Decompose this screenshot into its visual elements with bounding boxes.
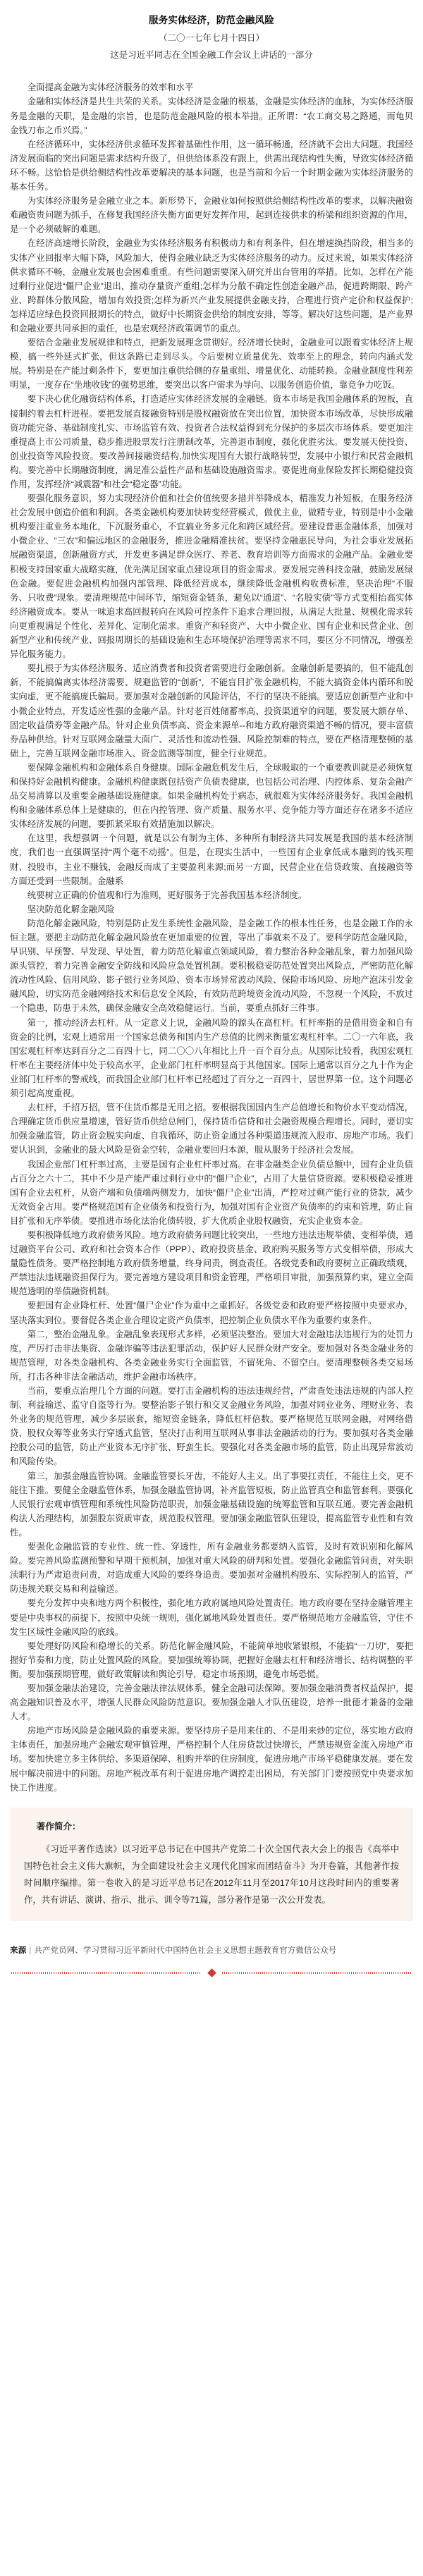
spacer [0, 63, 423, 70]
book-intro-box [10, 1808, 413, 1922]
paragraph: 第三，加强金融监管协调。金融监管要长牙齿，不能好人主义。出了事要扛责任，不能往上交，更不能往下推。要健全金融监管体系，加强金融监管协调，补齐监管短板，防止监管真空和监管套利。要强化人民银行宏观审慎管理和系统性风险防范职责，加强金融基础设施的统筹监管和互联互通。要完善金融机构法人治理结构，加强股东资质审查，规范股权管理。要加强金融监管队伍建设，提高监管专业性和有效性。 [10, 1471, 413, 1538]
section-heading-1: 全面提高金融为实体经济服务的效率和水平 [27, 82, 194, 93]
paragraph: 当前，要重点治理几个方面的问题。要打击金融机构的违法违规经营，严肃查处违法违规的内部人控制、利益输送、监守自盗等行为。要整治影子银行和交叉金融业务风险，加强对同业业务、理财业务、表外业务的规范管理，减少多层嵌套，缩短资金链条，降低杠杆倍数。要严格规范互联网金融，对网络借贷、股权众筹等业务实行穿透式监管，坚决打击利用互联网从事非法金融活动的行为。要加强对各类金融控股公司的监管，防止产业资本无序扩张、野蛮生长。要强化对各类金融市场的监管，防止出现异常波动和风险传染。 [10, 1386, 413, 1467]
paragraph: 第一，推动经济去杠杆。从一定意义上说，金融风险的源头在高杠杆。杠杆率指的是借用资金和自有资金的比例，宏观上通常用一个国家总债务和国内生产总值的比例来衡量宏观杠杆率。二〇一六年底，我国宏观杠杆率达到百分之二百四十七，同二〇〇八年相比上升一百个百分点。从国际比较看，我国宏观杠杆率在主要经济体中处于较高水平，企业部门杠杆率明显高于其他国家。国际上通常以百分之九十作为企业部门杠杆率的警戒线，而我国企业部门杠杆率已经超过了百分之一百四十，居世界第一位。这个问题必须引起高度重视。 [10, 1017, 413, 1099]
paragraph: 要扎根于为实体经济服务、适应消费者和投资者需要进行金融创新。金融创新是要搞的，但不能乱创新，不能搞偏离实体经济需要、规避监管的“创新”，不能盲目扩张金融机构，不能大搞资金体内循环和脱实向虚，更不能搞庞氏骗局。要加强对金融创新的风险评估，不行的坚决不能搞。要适应创新型产业和中小微企业特点，开发适应性强的金融产品。针对老百姓储蓄率高、投资渠道窄的问题，要发展大额存单、固定收益债券等金融产品。针对企业负债率高、资金来源单--和地方政府融资渠道不畅的情况，要丰富债券品种供给。针对互联网金融量大面广、灵活性和流动性强、风险控制难的特点，要在严格清理整顿的基础上，完善互联网金融市场准入、资金监测等制度，健全行业规范。 [10, 663, 413, 759]
paragraph: 为实体经济服务是金融立业之本。新形势下，金融业如何按照供给侧结构性改革的要求，以解决融资难融资贵问题为抓手，在修复我国经济失衡方面更好发挥作用，起到连接供求的桥梁和组织资源的作用，是一个必须破解的难题。 [10, 196, 413, 235]
paragraph: 要下决心优化融资结构体系，打造适应实体经济发展的金融链。资本市场是我国金融体系的短板，直接制约着去杠杆进程。要把发展直接融资特别是股权融资放在突出位置，加快资本市场改革，尽快形成融资功能完备、基础制度扎实、市场监管有效、投资者合法权益得到充分保护的多层次市场体系。要更加注重提高上市公司质量，稳步推进股票发行注册制改革，完善退市制度，强化优胜劣汰。要发展天使投资、创业投资等风险投资。要改善间接融资结构,加快实现国有大银行战略转型，发展中小银行和民营金融机构。要完善中长期融资制度，满足准公益性产品和基础设施融资需求。要促进商业保险发挥长期稳健投资作用，发挥经济“减震器”和社会“稳定器”功能。 [10, 394, 413, 490]
article-source-note: 这是习近平同志在全国金融工作会议上讲话的一部分 [110, 50, 313, 61]
paragraph: 要保障金融机构和金融体系自身健康。国际金融危机发生后，全球吸取的一个重要教训就是必须恢复和保持好金融机构健康。金融机构健康既包括资产负债表健康，也包括公司治理、内控体系、复杂金融产品交易清算以及重要金融基础设施健康。如果金融机构处于病态，就很难为实体经济服务好。我国金融机构和金融体系总体上是健康的，但在内控管理、资产质量、服务水平、竞争能力等方面还存在诸多不适应实体经济发展的问题，要抓紧采取有效措施加以解决。 [10, 762, 413, 830]
paragraph: 我国企业部门杠杆率过高，主要是国有企业杠杆率过高。在非金融类企业负债总额中，国有企业负债占百分之六十二，其中不少是产能严重过剩行业中的“僵尸企业”，占用了大量信贷资源。要积极稳妥推进国有企业去杠杆，从资产端和负债端两侧发力，加快“僵尸企业”出清，严控对过剩产能行业的贷款，减少无效资金占用。要严格规范国有企业债务和投资行为，加强对国有企业资产负债率的约束和管理，防止盲目扩张和无序举债。要推进市场化法治化债转股，扩大优质企业股权融资，充实企业资本金。 [10, 1159, 413, 1226]
paragraph: 要积极降低地方政府债务风险。地方政府债务问题比较突出，一些地方违法违规举债、变相举债，通过融资平台公司、政府和社会资本合作（PPP）、政府投资基金、政府购买服务等方式变相举债，形成大量隐性债务。要严格控制地方政府债务增量，终身问责，倒查责任。各级党委和政府要树立正确政绩观，严禁违法违规融资担保行为。要完善地方建设项目和资金管理，严格项目审批，加强预算约束，建立全面规范透明的举债融资机制。 [10, 1229, 413, 1297]
dotted-line-left-icon [11, 1972, 202, 1974]
paragraph: 要处理好防风险和稳增长的关系。防范化解金融风险，不能简单地收紧银根，不能搞“一刀切”，要把握好节奏和力度，防止处置风险的风险。要加强统筹协调，把握好金融去杠杆和经济增长、结构调整的平衡。要加强预期管理，做好政策解读和舆论引导，稳定市场预期，避免市场恐慌。 [10, 1640, 413, 1679]
paragraph: 防范化解金融风险，特别是防止发生系统性金融风险，是金融工作的根本性任务，也是金融工作的永恒主题。要把主动防范化解金融风险放在更加重要的位置，等出了事就来不及了。要科学防范金融风险，早识别、早预警、早发现、早处置，着力防范化解重点领域风险，着力整治各种金融乱象，着力加强风险源头管控，着力完善金融安全防线和风险应急处置机制。要积极稳妥防范处置突出风险点，严密防范化解流动性风险、信用风险、影子银行业务风险、资本市场异常波动风险、保险市场风险、房地产泡沫引发金融风险，切实防范金融网络技术和信息安全风险，有效防范跨境资金流动风险，不忽视一个风险，不放过一个隐患，防患于未然，确保金融安全高效稳健运行。当前，要重点抓好三件事。 [10, 918, 413, 1014]
decorative-divider [10, 1968, 413, 1977]
paragraph: 第二，整治金融乱象。金融乱象表现形式多样，必须坚决整治。要加大对金融违法违规行为的处罚力度，严厉打击非法集资、金融诈骗等违法犯罪活动，保护好人民群众财产安全。要加强对各类金融业务的规范管理，对各类金融机构、各类金融业务实行全面监管，不留死角、不留空白。要清理整顿各类交易场所，打击各种非法金融活动，维护金融市场秩序。 [10, 1329, 413, 1382]
article-footer [10, 1942, 413, 1977]
spacer [0, 1977, 423, 1990]
source-text: 共产党员网、学习贯彻习近平新时代中国特色社会主义思想主题教育官方微信公众号 [34, 1946, 337, 1956]
source-line [10, 1944, 413, 1958]
section-heading-2: 坚决防范化解金融风险 [27, 904, 115, 914]
page-title: 服务实体经济，防范金融风险 [148, 15, 275, 25]
paragraph: 要加强金融法治建设，完善金融法律法规体系，健全金融司法保障。要加强金融消费者权益保护，提高金融知识普及水平，增强人民群众风险防范意识。要加强金融人才队伍建设，培养一批德才兼备的金融人才。 [10, 1683, 413, 1722]
dotted-line-right-icon [222, 1972, 412, 1974]
paragraph: 要强化金融监管的专业性、统一性、穿透性，所有金融业务都要纳入监管，及时有效识别和化解风险。要完善风险监测预警和早期干预机制，加强对重大风险的研判和处置。要强化金融监管问责，对失职渎职行为严肃追责问责，对造成重大风险的要终身追责。要加强对金融机构股东、实际控制人的监管，严防违规关联交易和利益输送。 [10, 1542, 413, 1595]
paragraph: 在这里，我想强调一个问题，就是以公有制为主体、多种所有制经济共同发展是我国的基本经济制度，我们也一直强调坚持“两个毫不动摇”。但是，在现实生活中，一些国有企业拿低成本融到的钱买理财、投股市，主业不赚钱，金融反而成了主要盈利来源;而另一方面，民营企业在信贷政策、直接融资等方面还受到一些限制。金融系 [10, 833, 413, 886]
source-separator: | [29, 1946, 32, 1956]
article-header [0, 0, 423, 63]
paragraph: 要把国有企业降杠杆、处置“僵尸企业”作为重中之重抓好。各级党委和政府要严格按照中央要求办，坚决落实到位。要督促各类企业合理设定资产负债率，把控制企业负债水平作为重要约束条件。 [10, 1301, 413, 1325]
diamond-icon [207, 1968, 216, 1977]
paragraph: 在经济高速增长阶段，金融业为实体经济服务有积极动力和有利条件，但在增速换挡阶段，相当多的实体产业回报率大幅下降，风险加大，使得金融业缺乏为实体经济服务的动力。反过来说，如果实体经济供求循环不畅，金融业发展也会困难重重。有些问题需要深入研究并出台管用的举措。比如，怎样在产能过剩行业促进“僵尸企业”退出，推动存量资产重组;怎样为分散不确定性创造金融产品，促进跨期限、跨产业、跨群体分散风险，增加有效投资;怎样为新兴产业发展提供金融支持，合理进行资产定价和权益保护;怎样适应绿色投资回报期长的特点，做好中长期资金供给的制度安排，等等。解决好这些问题，是产业界和金融业要共同承担的重任，也是宏观经济政策调节的重点。 [10, 238, 413, 333]
article-date: （二〇一七年七月十四日） [158, 32, 264, 43]
book-intro-body: 《习近平著作选读》以习近平总书记在中国共产党第二十次全国代表大会上的报告《高举中国特色社会主义伟大旗帜，为全面建设社会主义现代化国家而团结奋斗》为开卷篇，其他著作按时间顺序编排。第一卷收入的是习近平总书记在2012年11月至2017年10月这段时间内的重要著作，共有讲话、演讲、指示、批示、训令等71篇，部分著作是第一次公开发表。 [24, 1844, 399, 1906]
source-label: 来源 [10, 1946, 27, 1956]
paragraph: 去杠杆，千招万招，管不住货币都是无用之招。要根据我国国内生产总值增长和物价水平变动情况，合理确定货币供应量增速，管好货币供给总闸门，保持货币信贷和社会融资规模合理增长。同时，要切实加强金融监管，防止资金脱实向虚、自我循环，防止资金通过各种渠道违规流入股市、房地产市场。我们要认识到，金融业的最大风险是资金空转，金融业要回归本源，服从服务于经济社会发展。 [10, 1103, 413, 1155]
paragraph: 统要树立正确的价值观和行为准则，更好服务于完善我国基本经济制度。 [27, 890, 307, 900]
paragraph: 房地产市场风险是金融风险的重要来源。要坚持房子是用来住的、不是用来炒的定位，落实地方政府主体责任，加强房地产金融宏观审慎管理，严格控制个人住房贷款过快增长，严禁违规资金流入房地产市场。要加快建立多主体供给、多渠道保障、租购并举的住房制度，促进房地产市场平稳健康发展。要在发展中解决前进中的问题。房地产税改革有利于促进房地产调控走出困局，有关部门门要按照党中央要求加快工作进度。 [10, 1726, 413, 1793]
paragraph: 要结合金融业发展规律和特点，把新发展理念贯彻好。经济增长快时，金融业可以跟着实体经济上规模，搞一些外延式扩张，但这条路已走到尽头。今后要树立质量优先、效率至上的理念，转向内涵式发展。特别是在产能过剩条件下，要更加注重供给侧的存量重组、增量优化、动能转换。金融业制度性利差明显，一度存在“坐地收钱”的强势思维，要突出以客户需求为导向、以服务创造价值，靠竞争力吃饭。 [10, 338, 413, 391]
paragraph: 金融和实体经济是共生共荣的关系。实体经济是金融的根基，金融是实体经济的血脉，为实体经济服务是金融的天职，是金融的宗旨，也是防范金融风险的根本举措。正所谓：“农工商交易之路通，而龟贝金钱刀布之币兴焉。” [10, 97, 413, 135]
article-body [0, 70, 423, 1794]
paragraph: 要强化服务意识，努力实现经济价值和社会价值统要多措并举降成本，精准发力补短板，在服务经济社会发展中创造价值和利润。各类金融机构要加快转变经营模式，做优主业，做精专业，特别是中小金融机构要注重业务本地化，下沉服务重心，不宜搞业务多元化和跨区域经营。要建设普惠金融体系，加强对小微企业、“三农”和偏远地区的金融服务，推进金融精准扶贫。要坚持金融惠民导向，为社会事业发展拓展融资渠道，创新融资方式，开发更多满足群众医疗、养老、教育培训等方面需求的金融产品。金融业要积极支持国家重大战略实施，优先满足国家重点建设项目的资金需求。要发展完善科技金融，鼓励发展绿色金融。要促进金融机构加强内部管理、降低经营成本，继续降低金融机构收费标准，坚决治理“不服务、只收费”现象。要清理规范中间环节，缩短资金链条，避免以“通道”、“名股实债”等方式变相抬高实体经济融资成本。要从一味追求高回报转向在风险可控条件下追求合理回报，从满足大批量、规模化需求转向更重视满足个性化、差异化、定制化需求。重资产和轻资产、大中小微企业、国有企业和民营企业、创新型产业和传统产业、回报周期长的基础设施和生态环境保护治理等需求不同，要区分不同情况，增强差异化服务能力。 [10, 493, 413, 660]
book-intro-title: 著作简介： [36, 1821, 81, 1832]
paragraph: 在经济循环中，实体经济供求循环发挥着基础性作用，这一循环畅通，经济就不会出大问题。我国经济发展面临的突出问题是需求结构升级了，但供给体系没有跟上，供需出现结构性失衡，导致实体经济循环不畅。这恰恰是供给侧结构性改革要解决的基本问题，也是当前和今后一个时期金融为实体经济服务的基本任务。 [10, 139, 413, 192]
paragraph: 要充分发挥中央和地方两个积极性，强化地方政府属地风险处置责任。地方政府要在坚持金融管理主要是中央事权的前提下，按照中央统一规则，强化属地风险处置责任。要严格规范地方金融监管，守住不发生区域性金融风险的底线。 [10, 1598, 413, 1637]
